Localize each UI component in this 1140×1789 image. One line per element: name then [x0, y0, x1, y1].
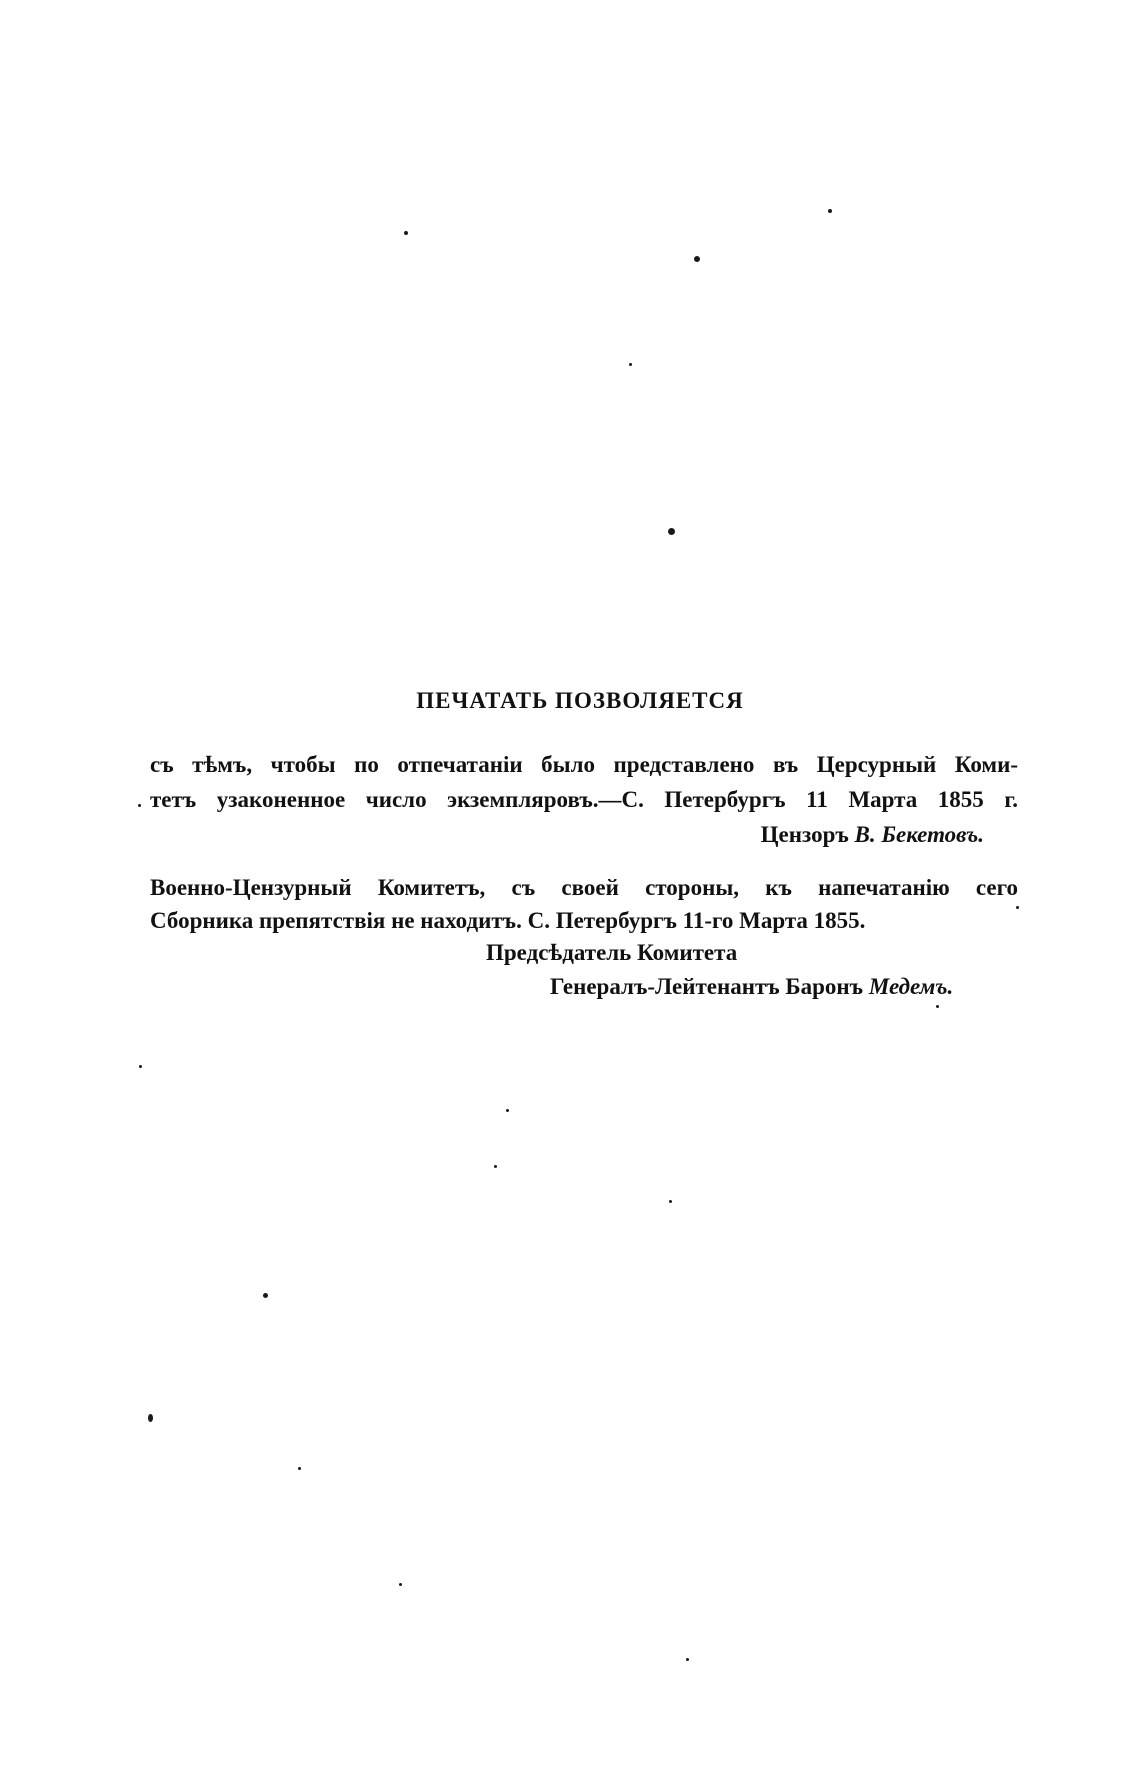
scan-speck — [936, 1005, 939, 1008]
scan-speck — [1016, 906, 1019, 909]
censor-signature-prefix: Цензоръ — [760, 822, 849, 847]
scan-speck — [668, 528, 675, 535]
scan-speck — [494, 1165, 497, 1168]
scan-speck — [828, 209, 832, 213]
scan-speck — [669, 1200, 672, 1203]
scan-speck — [263, 1293, 268, 1298]
censor-signature — [761, 822, 984, 848]
general-signature-name: Медемъ. — [868, 974, 954, 999]
committee-chair-line: Предсѣдатель Комитета — [486, 940, 738, 965]
general-signature — [550, 974, 953, 1000]
censor-signature-name: В. Бекетовъ. — [854, 822, 984, 847]
general-signature-prefix: Генералъ-Лейтенантъ Баронъ — [550, 974, 864, 999]
scan-speck — [686, 1658, 689, 1661]
scan-speck — [694, 256, 700, 262]
page-title: ПЕЧАТАТЬ ПОЗВОЛЯЕТСЯ — [416, 688, 744, 713]
censor-permission-line-1: съ тѣмъ, чтобы по отпечатаніи было представлено въ Церсурный Коми- — [150, 752, 1018, 777]
scan-speck — [629, 363, 632, 366]
scan-speck — [298, 1467, 301, 1470]
censor-permission-line-2: тетъ узаконенное число экземпляровъ.—С. Петербургъ 11 Марта 1855 г. — [150, 787, 1018, 812]
scan-speck — [399, 1583, 402, 1586]
scan-speck — [138, 804, 141, 807]
scan-speck — [506, 1109, 509, 1112]
scan-speck — [404, 231, 408, 235]
scan-speck — [148, 1414, 153, 1422]
scan-speck — [139, 1065, 142, 1068]
military-committee-line-1: Военно-Цензурный Комитетъ, съ своей стороны, къ напечатанію сего — [150, 875, 1018, 900]
military-committee-line-2: Сборника препятствія не находитъ. С. Петербургъ 11-го Марта 1855. — [150, 908, 866, 933]
